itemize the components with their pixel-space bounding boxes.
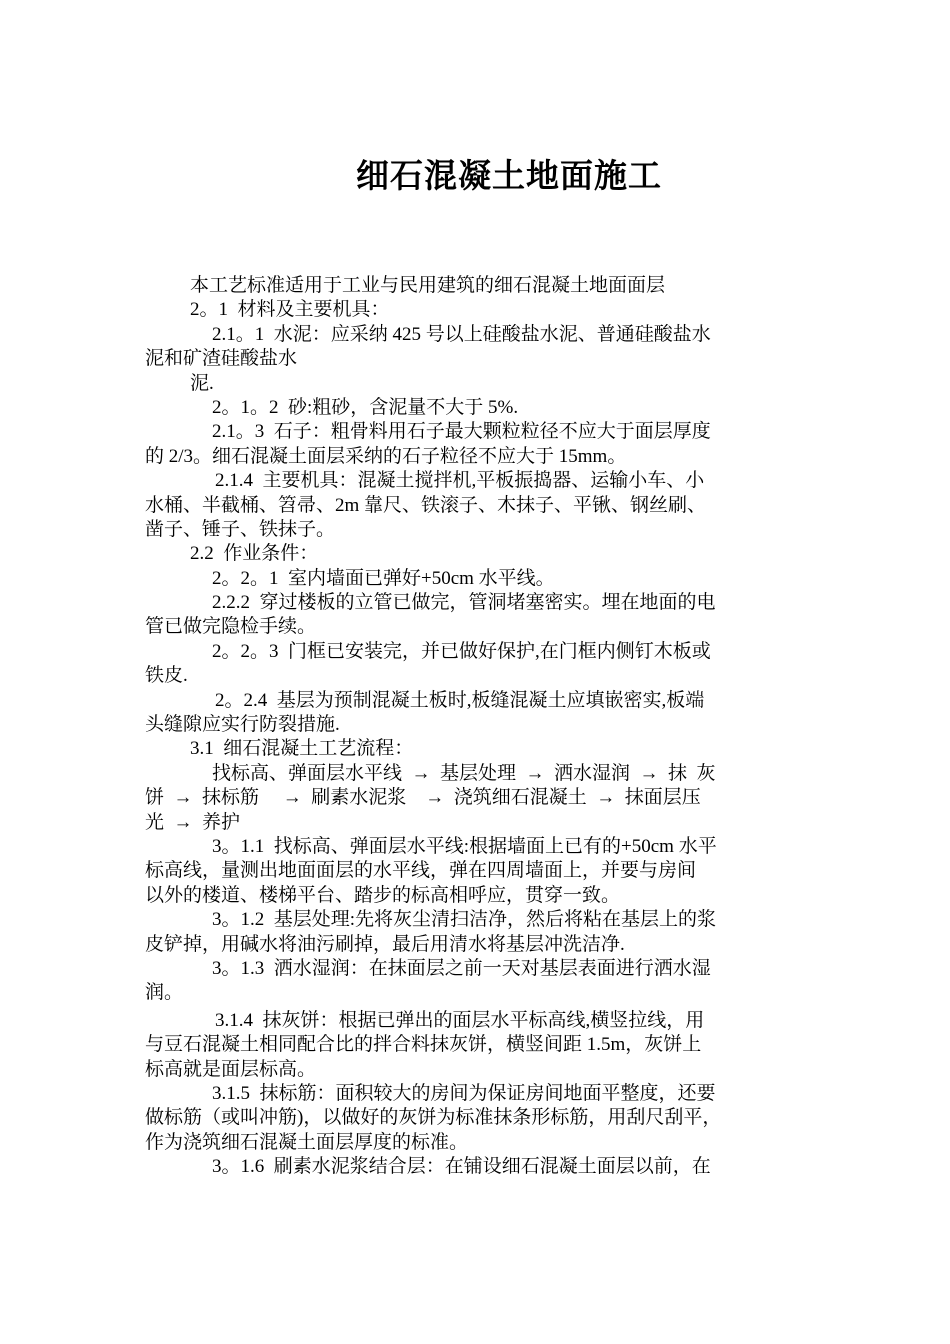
paragraph-line: 水桶、半截桶、笤帚、2m 靠尺、铁滚子、木抹子、平锹、钢丝刷、 — [145, 494, 707, 516]
paragraph-line: 管已做完隐检手续。 — [145, 616, 317, 638]
paragraph-line: 作为浇筑细石混凝土面层厚度的标准。 — [145, 1131, 469, 1153]
paragraph-line: 3。1.1 找标高、弹面层水平线:根据墙面上已有的+50cm 水平 — [212, 835, 717, 857]
paragraph-line: 3。1.2 基层处理:先将灰尘清扫洁净，然后将粘在基层上的浆 — [212, 909, 717, 931]
paragraph-line: 泥. — [190, 372, 214, 394]
section-heading: 2.2 作业条件： — [190, 543, 319, 565]
paragraph-line: 2。2。1 室内墙面已弹好+50cm 水平线。 — [212, 567, 555, 589]
paragraph-line: 2.1.4 主要机具：混凝土搅拌机,平板振捣器、运输小车、小 — [215, 470, 705, 492]
process-flow-line: 找标高、弹面层水平线 → 基层处理 → 洒水湿润 → 抹 灰 — [212, 762, 716, 784]
paragraph-line: 的 2/3。细石混凝土面层采纳的石子粒径不应大于 15mm。 — [145, 445, 627, 467]
paragraph-line: 2.2.2 穿过楼板的立管已做完，管洞堵塞密实。埋在地面的电 — [212, 592, 716, 614]
paragraph-line: 泥和矿渣硅酸盐水 — [145, 348, 298, 370]
paragraph-line: 2。2.4 基层为预制混凝土板时,板缝混凝土应填嵌密实,板端 — [215, 689, 705, 711]
paragraph-line: 3。1.6 刷素水泥浆结合层：在铺设细石混凝土面层以前，在 — [212, 1156, 711, 1178]
paragraph-line: 3.1.4 抹灰饼：根据已弹出的面层水平标高线,横竖拉线，用 — [215, 1009, 705, 1031]
paragraph-line: 标高就是面层标高。 — [145, 1058, 317, 1080]
paragraph-line: 2.1。3 石子：粗骨料用石子最大颗粒粒径不应大于面层厚度 — [212, 421, 711, 443]
section-heading: 3.1 细石混凝土工艺流程： — [190, 738, 414, 760]
process-flow-line: 光 → 养护 — [145, 811, 241, 833]
paragraph-line: 润。 — [145, 982, 184, 1004]
paragraph-line: 铁皮. — [145, 665, 188, 687]
paragraph-line: 头缝隙应实行防裂措施. — [145, 714, 340, 736]
paragraph-line: 2.1。1 水泥：应采纳 425 号以上硅酸盐水泥、普通硅酸盐水 — [212, 323, 711, 345]
paragraph-line: 以外的楼道、楼梯平台、踏步的标高相呼应，贯穿一致。 — [145, 884, 621, 906]
paragraph-line: 与豆石混凝土相同配合比的拌合料抹灰饼，横竖间距 1.5m，灰饼上 — [145, 1034, 702, 1056]
process-flow-line: 饼 → 抹标筋 → 刷素水泥浆 → 浇筑细石混凝土 → 抹面层压 — [145, 787, 701, 809]
paragraph-line: 凿子、锤子、铁抹子。 — [145, 518, 336, 540]
paragraph-line: 标高线，量测出地面面层的水平线，弹在四周墙面上，并要与房间 — [145, 860, 697, 882]
paragraph-line: 3。1.3 洒水湿润：在抹面层之前一天对基层表面进行洒水湿 — [212, 957, 711, 979]
paragraph-line: 2。1。2 砂:粗砂，含泥量不大于 5%. — [212, 396, 519, 418]
paragraph-line: 本工艺标准适用于工业与民用建筑的细石混凝土地面面层 — [190, 275, 666, 296]
section-heading: 2。1 材料及主要机具： — [190, 299, 390, 321]
paragraph-line: 3.1.5 抹标筋：面积较大的房间为保证房间地面平整度，还要 — [212, 1082, 716, 1104]
paragraph-line: 做标筋（或叫冲筋)，以做好的灰饼为标准抹条形标筋，用刮尺刮平， — [145, 1107, 722, 1129]
document-body — [145, 274, 807, 1179]
paragraph-line: 皮铲掉，用碱水将油污刷掉，最后用清水将基层冲洗洁净. — [145, 933, 625, 955]
paragraph-line: 2。2。3 门框已安装完，并已做好保护,在门框内侧钉木板或 — [212, 640, 711, 662]
document-title: 细石混凝土地面施工 — [356, 159, 662, 195]
